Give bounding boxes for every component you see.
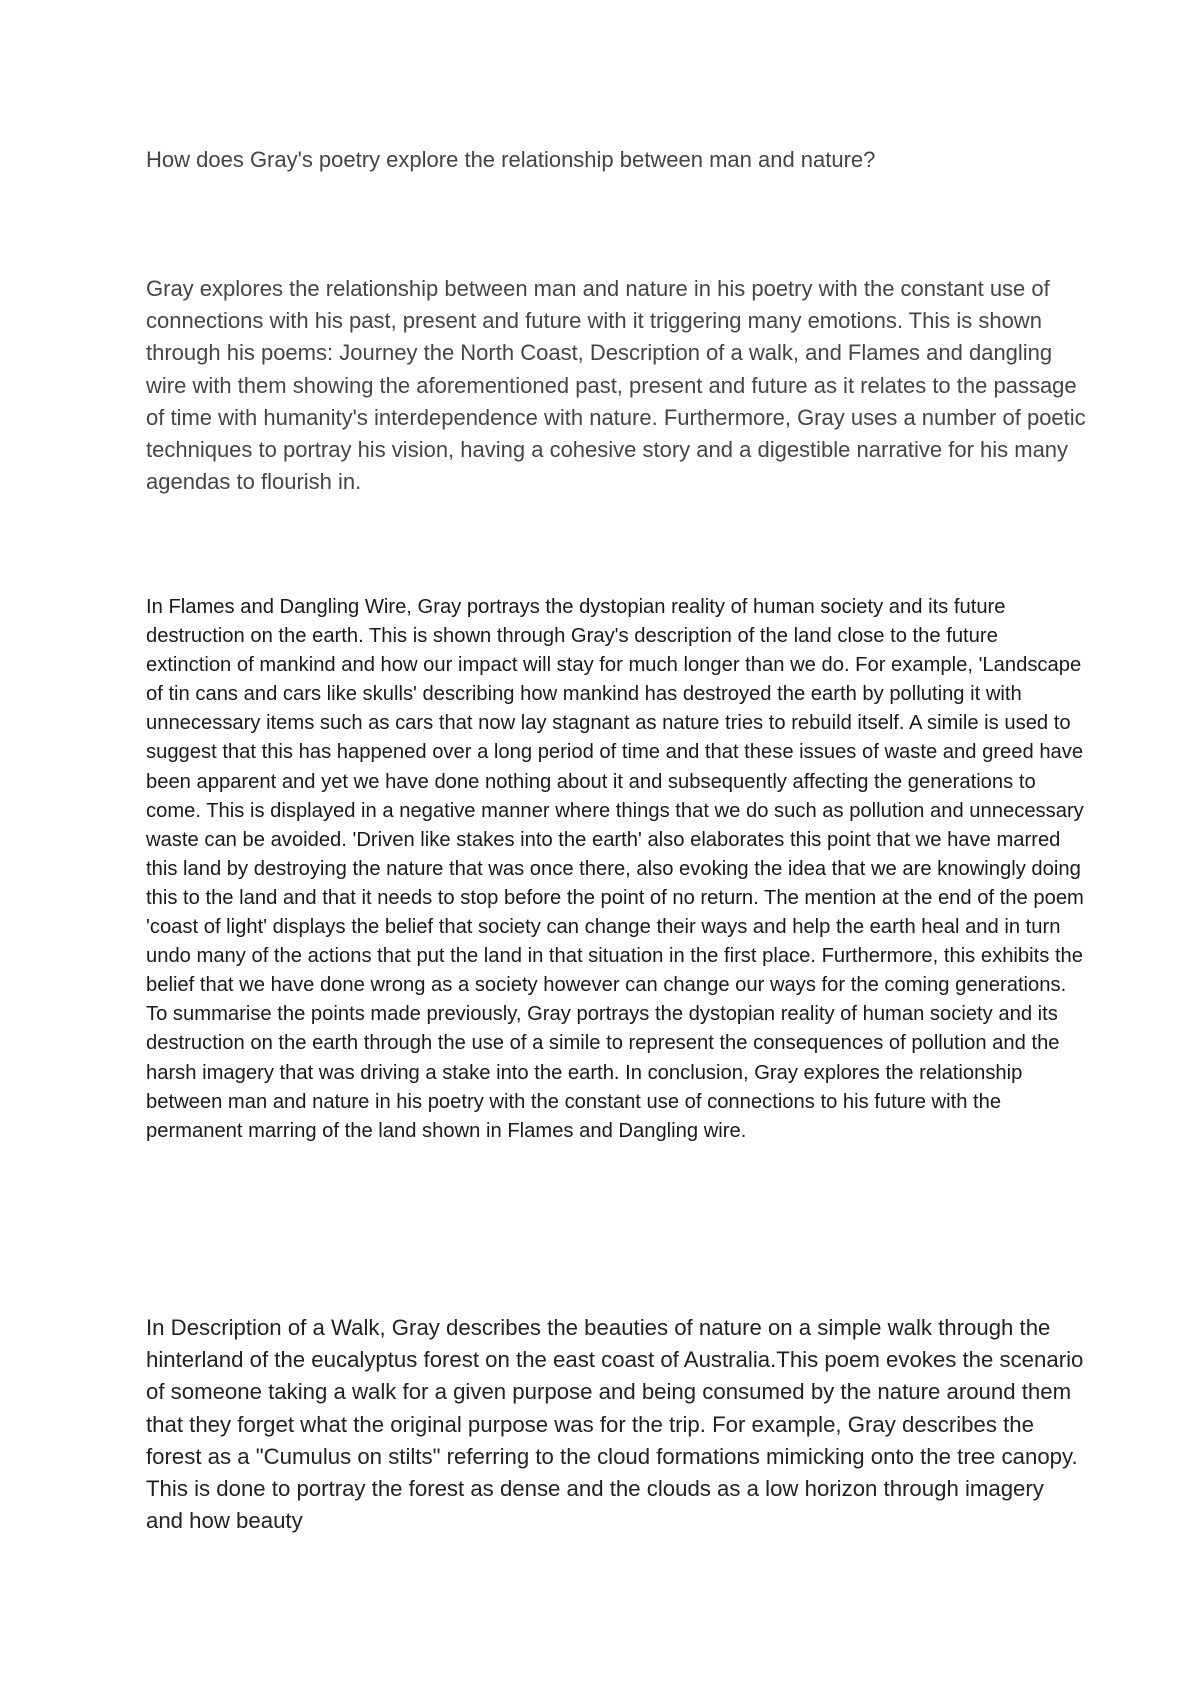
essay-question: How does Gray's poetry explore the relationship between man and nature? bbox=[146, 147, 876, 172]
flames-and-dangling-wire-paragraph: In Flames and Dangling Wire, Gray portrays the dystopian reality of human society and its future destruction on the earth. This is shown through Gray's description of the land close to the future extinction of mankind and how our impact will stay for much longer than we do. For example, 'Landscape of tin cans and cars like skulls' describing how mankind has destroyed the earth by polluting it with unnecessary items such as cars that now lay stagnant as nature tries to rebuild itself. A simile is used to suggest that this has happened over a long period of time and that these issues of waste and greed have been apparent and yet we have done nothing about it and subsequently affecting the generations to come. This is displayed in a negative manner where things that we do such as pollution and unnecessary waste can be avoided. 'Driven like stakes into the earth' also elaborates this point that we have marred this land by destroying the nature that was once there, also evoking the idea that we are knowingly doing this to the land and that it needs to stop before the point of no return. The mention at the end of the poem 'coast of light' displays the belief that society can change their ways and help the earth heal and in turn undo many of the actions that put the land in that situation in the first place. Furthermore, this exhibits the belief that we have done wrong as a society however can change our ways for the coming generations. To summarise the points made previously, Gray portrays the dystopian reality of human society and its destruction on the earth through the use of a simile to represent the consequences of pollution and the harsh imagery that was driving a stake into the earth. In conclusion, Gray explores the relationship between man and nature in his poetry with the constant use of connections to his future with the permanent marring of the land shown in Flames and Dangling wire. bbox=[146, 596, 1084, 1142]
introduction-paragraph: Gray explores the relationship between man and nature in his poetry with the constant use of connections with his past, present and future with it triggering many emotions. This is shown through his poems: Journey the North Coast, Description of a walk, and Flames and dangling wire with them showing the aforementioned past, present and future as it relates to the passage of time with humanity's interdependence with nature. Furthermore, Gray uses a number of poetic techniques to portray his vision, having a cohesive story and a digestible narrative for his many agendas to flourish in. bbox=[146, 276, 1086, 495]
description-of-a-walk-paragraph: In Description of a Walk, Gray describes the beauties of nature on a simple walk through the hinterland of the eucalyptus forest on the east coast of Australia.This poem evokes the scenario of someone taking a walk for a given purpose and being consumed by the nature around them that they forget what the original purpose was for the trip. For example, Gray describes the forest as a "Cumulus on stilts" referring to the cloud formations mimicking onto the tree canopy. This is done to portray the forest as dense and the clouds as a low horizon through imagery and how beauty bbox=[146, 1315, 1084, 1534]
